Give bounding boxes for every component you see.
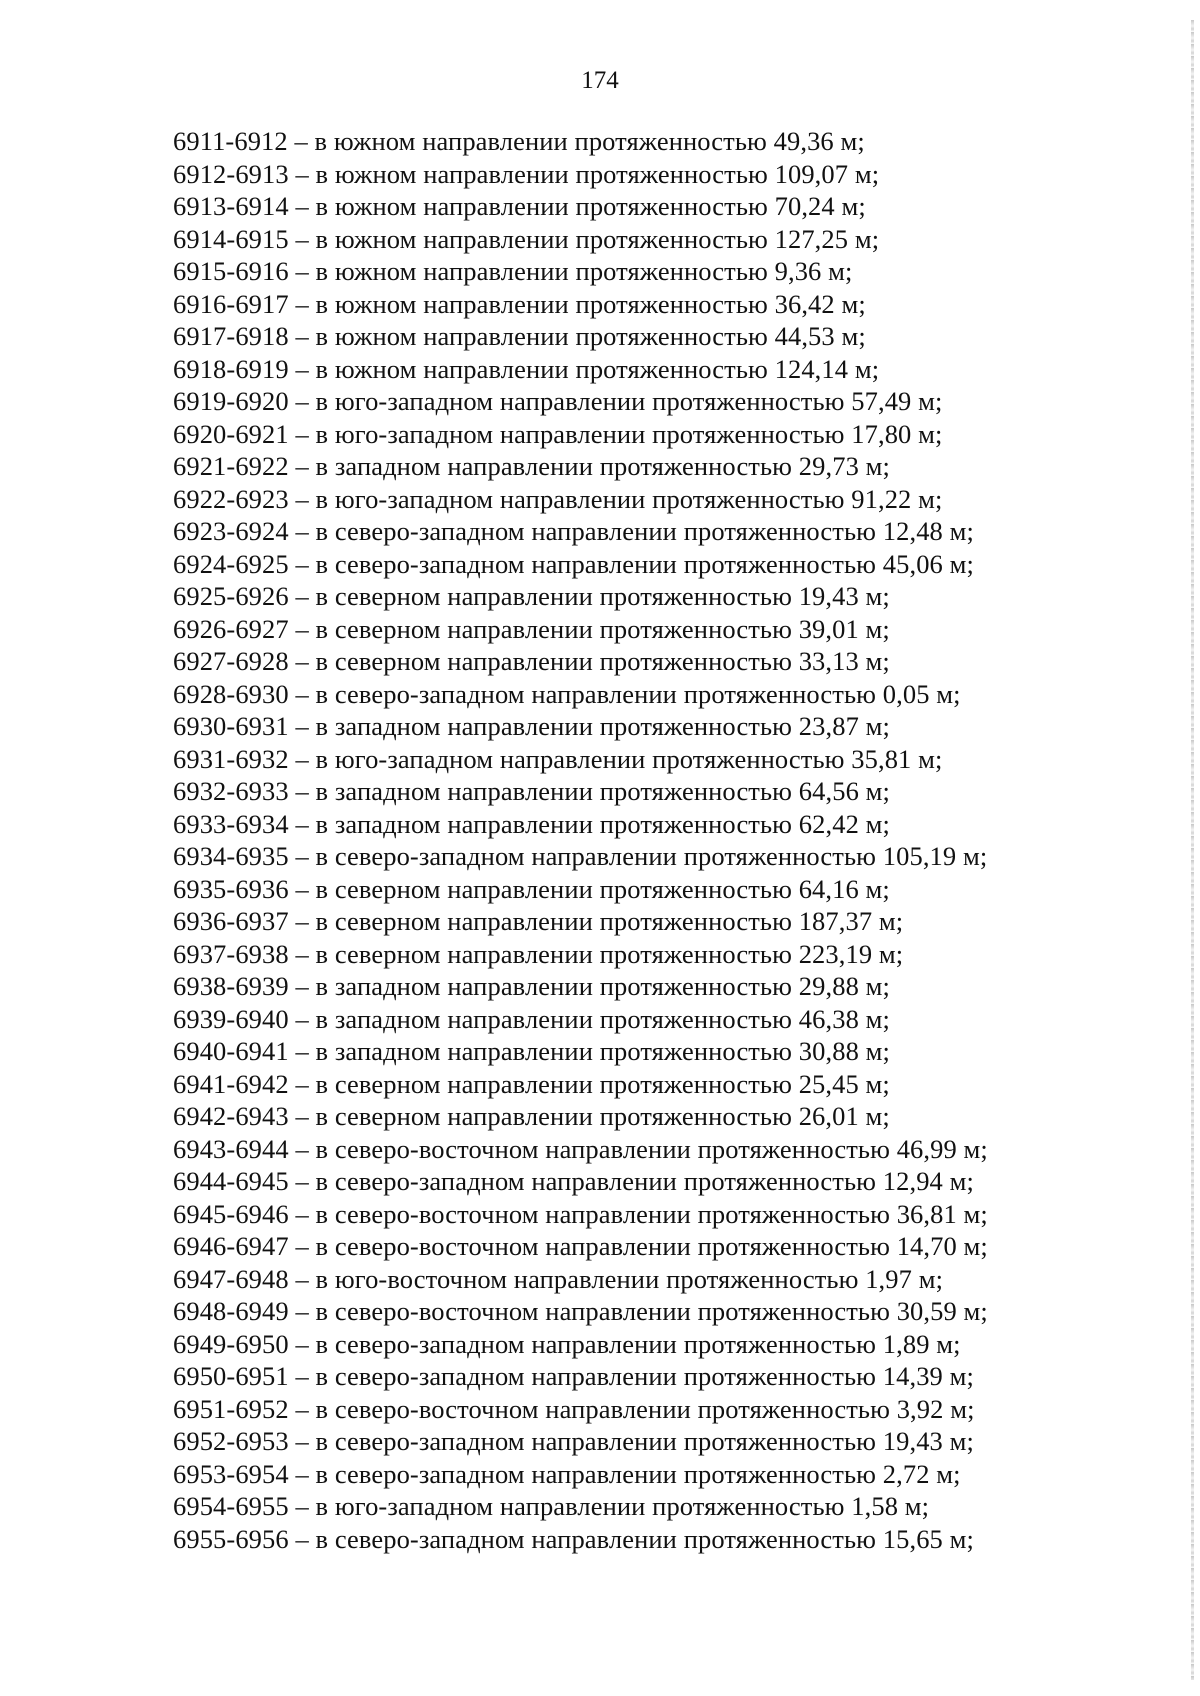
segment-line: 6947-6948 – в юго-восточном направлении протяженностью 1,97 м; xyxy=(173,1263,944,1294)
scan-edge-artifact xyxy=(1191,20,1194,1680)
segment-line: 6940-6941 – в западном направлении протяженностью 30,88 м; xyxy=(173,1036,890,1066)
segment-line: 6924-6925 – в северо-западном направлении протяженностью 45,06 м; xyxy=(173,548,974,579)
segment-line: 6948-6949 – в северо-восточном направлении протяженностью 30,59 м; xyxy=(173,1296,988,1326)
segment-line: 6933-6934 – в западном направлении протяженностью 62,42 м; xyxy=(173,808,890,839)
segment-line: 6912-6913 – в южном направлении протяженностью 109,07 м; xyxy=(173,158,880,189)
segment-line: 6917-6918 – в южном направлении протяженностью 44,53 м; xyxy=(173,321,866,351)
segment-line: 6934-6935 – в северо-западном направлении протяженностью 105,19 м; xyxy=(173,841,988,871)
segment-line: 6953-6954 – в северо-западном направлении протяженностью 2,72 м; xyxy=(173,1458,961,1489)
segment-line: 6921-6922 – в западном направлении протяженностью 29,73 м; xyxy=(173,451,890,481)
segment-line: 6950-6951 – в северо-западном направлении протяженностью 14,39 м; xyxy=(173,1361,974,1391)
segment-line: 6927-6928 – в северном направлении протяженностью 33,13 м; xyxy=(173,646,890,676)
segment-line: 6937-6938 – в северном направлении протяженностью 223,19 м; xyxy=(173,938,904,969)
segment-line: 6942-6943 – в северном направлении протяженностью 26,01 м; xyxy=(173,1101,890,1131)
segment-line: 6936-6937 – в северном направлении протяженностью 187,37 м; xyxy=(173,906,904,936)
segment-line: 6931-6932 – в юго-западном направлении протяженностью 35,81 м; xyxy=(173,743,943,774)
segment-line: 6920-6921 – в юго-западном направлении протяженностью 17,80 м; xyxy=(173,418,943,449)
page-number: 174 xyxy=(581,67,619,94)
segment-line: 6930-6931 – в западном направлении протяженностью 23,87 м; xyxy=(173,711,890,741)
segment-line: 6915-6916 – в южном направлении протяженностью 9,36 м; xyxy=(173,256,853,286)
segment-line: 6952-6953 – в северо-западном направлении протяженностью 19,43 м; xyxy=(173,1426,974,1456)
segment-line: 6928-6930 – в северо-западном направлении протяженностью 0,05 м; xyxy=(173,678,961,709)
segment-line: 6914-6915 – в южном направлении протяженностью 127,25 м; xyxy=(173,223,880,254)
segment-line: 6932-6933 – в западном направлении протяженностью 64,56 м; xyxy=(173,776,890,806)
segment-line: 6911-6912 – в южном направлении протяженностью 49,36 м; xyxy=(173,126,865,156)
segment-line: 6926-6927 – в северном направлении протяженностью 39,01 м; xyxy=(173,613,890,644)
segment-line: 6913-6914 – в южном направлении протяженностью 70,24 м; xyxy=(173,191,866,221)
segment-line: 6951-6952 – в северо-восточном направлении протяженностью 3,92 м; xyxy=(173,1393,975,1424)
segment-line: 6935-6936 – в северном направлении протяженностью 64,16 м; xyxy=(173,873,890,904)
segment-line: 6946-6947 – в северо-восточном направлении протяженностью 14,70 м; xyxy=(173,1231,988,1261)
segment-line: 6941-6942 – в северном направлении протяженностью 25,45 м; xyxy=(173,1068,890,1099)
segment-line: 6916-6917 – в южном направлении протяженностью 36,42 м; xyxy=(173,288,866,319)
segment-line: 6938-6939 – в западном направлении протяженностью 29,88 м; xyxy=(173,971,890,1001)
segment-line: 6955-6956 – в северо-западном направлении протяженностью 15,65 м; xyxy=(173,1523,974,1554)
segment-line: 6943-6944 – в северо-восточном направлении протяженностью 46,99 м; xyxy=(173,1133,988,1164)
segment-line: 6954-6955 – в юго-западном направлении протяженностью 1,58 м; xyxy=(173,1491,930,1521)
segment-line: 6925-6926 – в северном направлении протяженностью 19,43 м; xyxy=(173,581,890,611)
segment-line: 6919-6920 – в юго-западном направлении протяженностью 57,49 м; xyxy=(173,386,943,416)
segment-line: 6918-6919 – в южном направлении протяженностью 124,14 м; xyxy=(173,353,880,384)
boundary-segment-list xyxy=(173,125,1073,1555)
segment-line: 6939-6940 – в западном направлении протяженностью 46,38 м; xyxy=(173,1003,890,1034)
segment-line: 6945-6946 – в северо-восточном направлении протяженностью 36,81 м; xyxy=(173,1198,988,1229)
segment-line: 6949-6950 – в северо-западном направлении протяженностью 1,89 м; xyxy=(173,1328,961,1359)
segment-line: 6944-6945 – в северо-западном направлении протяженностью 12,94 м; xyxy=(173,1166,974,1196)
segment-line: 6922-6923 – в юго-западном направлении протяженностью 91,22 м; xyxy=(173,483,943,514)
segment-line: 6923-6924 – в северо-западном направлении протяженностью 12,48 м; xyxy=(173,516,974,546)
